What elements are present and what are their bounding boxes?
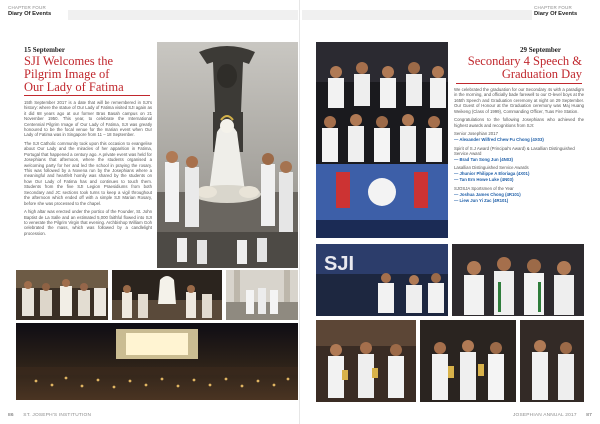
title-line: Our Lady of Fatima xyxy=(24,80,124,94)
title-line: SJI Welcomes the xyxy=(24,54,114,68)
award-group xyxy=(454,131,584,142)
award-title: Spirit of S.J Award (Principal's Award) & Lasallian Distinguished Service Award xyxy=(454,145,575,157)
chapter-label: CHAPTER FOUR xyxy=(8,5,46,10)
graduates-group-photo xyxy=(316,42,448,238)
paragraph: We celebrated the graduation for our Secondary 4s with a paradigm in the morning, and officially bade farewell to our O-level boys at the 165th Speech and Graduation ceremony at night on 29 September. Our Guest of Honour at the Graduation ceremony was Maj Huang Weikeng (Class of 1999), Commanding Officer, Tuas Fire Station. xyxy=(454,87,584,114)
title-rule xyxy=(456,83,582,84)
title-rule xyxy=(24,95,150,96)
chapter-tab xyxy=(534,5,594,23)
award-group xyxy=(454,186,584,203)
trophy-holders-photo xyxy=(420,320,516,402)
graduates-cheering-photo xyxy=(452,244,584,316)
publication-name: JOSEPHIAN ANNUAL 2017 xyxy=(512,413,577,418)
altar-photo xyxy=(226,270,298,320)
fatima-statue-photo xyxy=(157,42,298,268)
award-recipient: — Brad Tan Song Jun (4N03) xyxy=(454,157,513,163)
paragraph: A high altar was erected under the portico of the Founder, St. John Baptist de La Salle and an estimated 5,000 faithful flowed into SJI to venerate the Pilgrim Virgin that evening. Archbishop William Goh celebrated the mass, which was followed by a candlelight procession. xyxy=(24,209,152,236)
article-date: 29 September xyxy=(520,46,562,54)
article-body xyxy=(24,100,152,239)
chapter-label: CHAPTER FOUR xyxy=(534,5,572,10)
paragraph: The SJI Catholic community took upon this occasion to evangelise about Our Lady and the miracles of her apparition in Fatima, Portugal that happened a century ago. A private event was held for Josephians that afternoon, where the students organised a welcoming party for her and led the school in praying the rosary. This was followed by a Novena run by the Josephians where a meaningful and heartfelt homily was shared by the students on how Our Lady of Fatima has and continues to touch them. Students from the five SJI Legion Praesidiums from both Secondary and JC sections took turns to keep a vigil throughout the afternoon which ended off with a simple SJI Marian Rosary, before she was processed to the chapel. xyxy=(24,141,152,206)
publication-name: ST. JOSEPH'S INSTITUTION xyxy=(23,413,92,418)
award-title: Lasallian Distinguished Service Awards xyxy=(454,165,529,171)
title-line: Pilgrim Image of xyxy=(24,67,110,81)
section-label: Diary Of Events xyxy=(534,11,578,17)
graduate-portrait-photo xyxy=(520,320,584,402)
award-recipient: — Joshua James Chong (4R101) xyxy=(454,191,521,197)
header-bar xyxy=(302,10,532,20)
article-date: 15 September xyxy=(24,46,66,54)
article-body xyxy=(454,87,584,206)
title-line: Secondary 4 Speech & xyxy=(467,54,582,68)
award-group xyxy=(454,165,584,182)
right-page xyxy=(300,0,600,424)
rosary-procession-photo xyxy=(16,270,108,320)
award-group xyxy=(454,146,584,163)
svg-text:SJI: SJI xyxy=(324,253,355,275)
page-number: 87 xyxy=(586,413,592,418)
candlelight-mass-photo xyxy=(16,323,298,400)
sji-stage-photo xyxy=(316,244,448,316)
award-recipient: — Tan Ern Howe Luke (4N03) xyxy=(454,177,514,183)
right-footer xyxy=(513,413,592,418)
left-footer xyxy=(8,413,91,418)
paragraph: 15th September 2017 is a date that will be remembered in SJI's history: where the statue of Our Lady of Fatima visited SJI again as it did 68 years ago at our former Bras Basah campus on 21 November 1950. This year, to celebrate the International Centennial Pilgrim Image of Our Lady of Fatima, SJI was greatly honoured to be the focal venue for the marian event when Our Lady of Fatima was in Singapore from 11 – 18 September. xyxy=(24,100,152,138)
statue-procession-photo xyxy=(112,270,222,320)
article-title xyxy=(24,55,154,94)
award-title: SJOSJA Sportsmen of the Year xyxy=(454,185,514,191)
page-number: 86 xyxy=(8,413,14,418)
header-bar xyxy=(68,10,298,20)
article-title xyxy=(452,55,582,81)
paragraph: Congratulations to the following Josephians who achieved the highest awards and recognitions from SJI: xyxy=(454,117,584,128)
award-recipient: — Liew Jun Yi Zac (4R101) xyxy=(454,197,509,203)
award-title: Senior Josephian 2017 xyxy=(454,131,498,137)
award-recipient: — Alexander Wilfred Chew Fu Chong (4X03) xyxy=(454,137,544,143)
award-recipient: — Jhunior Philippe A Eloriaga (4X01) xyxy=(454,171,530,177)
section-label: Diary Of Events xyxy=(8,11,52,17)
award-recipients-photo xyxy=(316,320,416,402)
chapter-tab xyxy=(8,5,68,23)
title-line: Graduation Day xyxy=(501,67,582,81)
